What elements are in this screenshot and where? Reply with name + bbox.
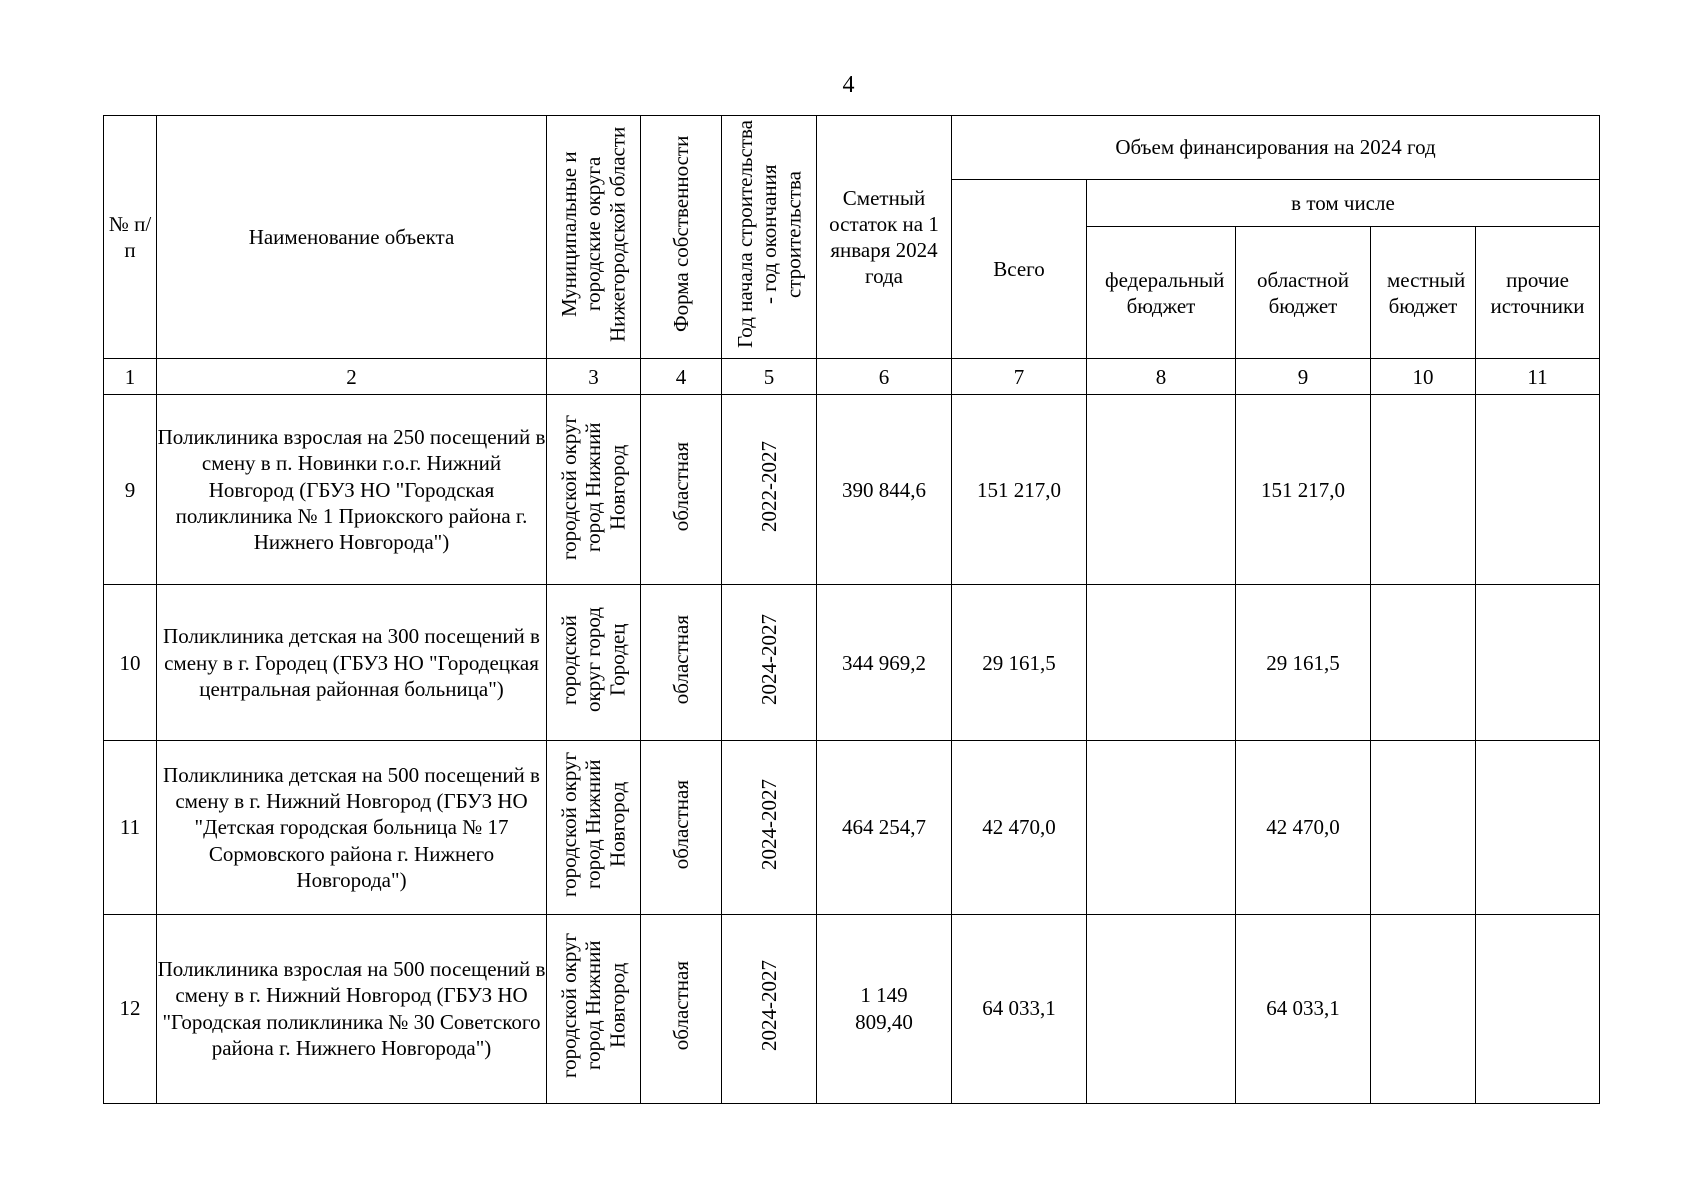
regional: 64 033,1 (1236, 914, 1371, 1103)
object-name: Поликлиника взрослая на 250 посещений в смену в п. Новинки г.о.г. Нижний Новгород (ГБУЗ НО "Городская поликлиника № 1 Приокского района г. Нижнего Новгорода") (157, 395, 547, 585)
federal (1087, 585, 1236, 741)
header-other: прочие источники (1476, 227, 1600, 359)
table-row (104, 585, 1600, 741)
column-number: 4 (641, 359, 722, 395)
total: 42 470,0 (952, 741, 1087, 914)
page-number: 4 (842, 72, 855, 98)
header-financing: Объем финансирования на 2024 год (952, 116, 1600, 180)
municipality: городской округ город Городец (547, 585, 641, 741)
column-number: 8 (1087, 359, 1236, 395)
total: 64 033,1 (952, 914, 1087, 1103)
column-number: 6 (817, 359, 952, 395)
years: 2024-2027 (722, 741, 817, 914)
estimate: 344 969,2 (817, 585, 952, 741)
other (1476, 585, 1600, 741)
municipality: городской округ город Нижний Новгород (547, 395, 641, 585)
other (1476, 914, 1600, 1103)
regional: 151 217,0 (1236, 395, 1371, 585)
header-estimate: Сметный остаток на 1 января 2024 года (817, 116, 952, 359)
years: 2022-2027 (722, 395, 817, 585)
column-number: 10 (1371, 359, 1476, 395)
header-num: № п/п (104, 116, 157, 359)
header-ownership: Форма собственности (641, 116, 722, 359)
column-number: 2 (157, 359, 547, 395)
local (1371, 585, 1476, 741)
object-name: Поликлиника детская на 300 посещений в смену в г. Городец (ГБУЗ НО "Городецкая центральная районная больница") (157, 585, 547, 741)
column-number: 5 (722, 359, 817, 395)
ownership: областная (641, 585, 722, 741)
row-num: 12 (104, 914, 157, 1103)
column-number: 3 (547, 359, 641, 395)
object-name: Поликлиника детская на 500 посещений в смену в г. Нижний Новгород (ГБУЗ НО "Детская городская больница № 17 Сормовского района г. Нижнего Новгорода") (157, 741, 547, 914)
row-num: 9 (104, 395, 157, 585)
column-number: 11 (1476, 359, 1600, 395)
federal (1087, 741, 1236, 914)
header-total: Всего (952, 180, 1087, 359)
local (1371, 914, 1476, 1103)
years: 2024-2027 (722, 585, 817, 741)
object-name: Поликлиника взрослая на 500 посещений в смену в г. Нижний Новгород (ГБУЗ НО "Городская поликлиника № 30 Советского района г. Нижнего Новгорода") (157, 914, 547, 1103)
row-num: 10 (104, 585, 157, 741)
ownership: областная (641, 395, 722, 585)
header-including: в том числе (1087, 180, 1600, 227)
years: 2024-2027 (722, 914, 817, 1103)
column-number: 1 (104, 359, 157, 395)
estimate: 1 149 809,40 (817, 914, 952, 1103)
header-name: Наименование объекта (157, 116, 547, 359)
total: 29 161,5 (952, 585, 1087, 741)
header-regional: областной бюджет (1236, 227, 1371, 359)
row-num: 11 (104, 741, 157, 914)
table-row (104, 395, 1600, 585)
federal (1087, 914, 1236, 1103)
other (1476, 741, 1600, 914)
regional: 42 470,0 (1236, 741, 1371, 914)
column-number: 9 (1236, 359, 1371, 395)
estimate: 464 254,7 (817, 741, 952, 914)
federal (1087, 395, 1236, 585)
municipality: городской округ город Нижний Новгород (547, 741, 641, 914)
local (1371, 741, 1476, 914)
header-municipality: Муниципальные и городские округа Нижегородской области (547, 116, 641, 359)
other (1476, 395, 1600, 585)
column-number: 7 (952, 359, 1087, 395)
financing-table (103, 115, 1600, 1104)
municipality: городской округ город Нижний Новгород (547, 914, 641, 1103)
total: 151 217,0 (952, 395, 1087, 585)
table-row (104, 914, 1600, 1103)
ownership: областная (641, 741, 722, 914)
estimate: 390 844,6 (817, 395, 952, 585)
local (1371, 395, 1476, 585)
table-row (104, 741, 1600, 914)
regional: 29 161,5 (1236, 585, 1371, 741)
header-federal: федеральный бюджет (1087, 227, 1236, 359)
header-years: Год начала строительства - год окончания строительства (722, 116, 817, 359)
ownership: областная (641, 914, 722, 1103)
header-local: местный бюджет (1371, 227, 1476, 359)
